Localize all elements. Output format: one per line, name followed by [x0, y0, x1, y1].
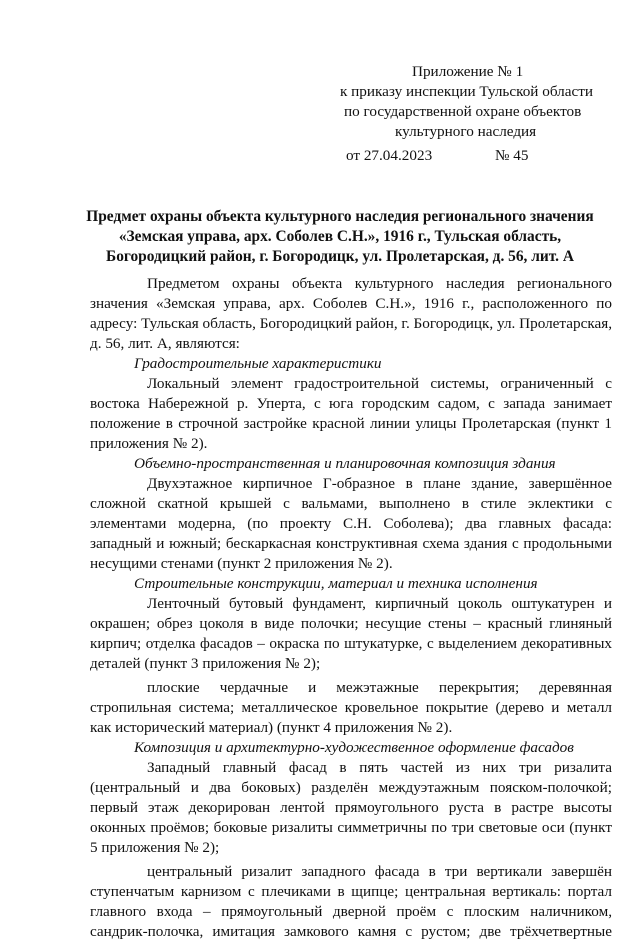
appendix-heritage-line: культурного наследия	[395, 123, 537, 140]
section-text-structures-2: плоские чердачные и межэтажные перекрытия; деревянная стропильная система; металлическое кровельное покрытие (дерево и металл как исторический материал) (пункт 4 приложения № 2).	[90, 679, 612, 736]
title-line-2: «Земская управа, арх. Соболев С.Н.», 1916 г., Тульская область,	[118, 228, 562, 245]
appendix-header	[340, 62, 593, 166]
title-line-1: Предмет охраны объекта культурного наследия регионального значения	[86, 208, 594, 225]
order-number: № 45	[495, 147, 529, 164]
intro-paragraph: Предметом охраны объекта культурного наследия регионального значения «Земская управа, арх. Соболев С.Н.», 1916 г., расположенного по адресу: Тульская область, Богородицкий район, г. Богородицк, ул. Пролетарская, д. 56, лит. А, являются:	[90, 275, 612, 352]
section-text-facades-2: центральный ризалит западного фасада в три вертикали завершён ступенчатым карнизом с плечиками в щипце; центральная вертикаль: портал главного входа – прямоугольный дверной проём с плоским наличником, сандрик-полочка, имитация замкового камня с рустом; две трёхчетвертные	[90, 863, 612, 940]
appendix-number: Приложение № 1	[412, 63, 524, 80]
section-text-urban: Локальный элемент градостроительной системы, ограниченный с востока Набережной р. Уперта, с юга городским садом, с запада занимает положение в строчной застройке красной линии улицы Пролетарская (пункт 1 приложения № 2).	[90, 375, 612, 452]
section-text-structures-1: Ленточный бутовый фундамент, кирпичный цоколь оштукатурен и окрашен; обрез цоколя в виде полочки; несущие стены – красный глиняный кирпич; отделка фасадов – окраска по штукатурке, с выделением декоративных деталей (пункт 3 приложения № 2);	[90, 595, 612, 672]
appendix-authority-line: по государственной охране объектов	[344, 103, 582, 120]
title-line-3: Богородицкий район, г. Богородицк, ул. Пролетарская, д. 56, лит. А	[106, 248, 574, 265]
section-text-composition: Двухэтажное кирпичное Г-образное в плане здание, завершённое сложной скатной крышей с вальмами, выполнено в стиле эклектики с элементами модерна, (по проекту С.Н. Соболева); два главных фасада: западный и южный; бескаркасная конструктивная схема здания с продольными несущими стенами (пункт 2 приложения № 2).	[90, 475, 612, 572]
order-date: от 27.04.2023	[346, 147, 433, 164]
section-heading-composition: Объемно-пространственная и планировочная композиция здания	[134, 455, 556, 472]
section-heading-facades: Композиция и архитектурно-художественное оформление фасадов	[134, 739, 574, 756]
document-title	[40, 207, 640, 267]
section-heading-structures: Строительные конструкции, материал и техника исполнения	[134, 575, 538, 592]
appendix-order-line: к приказу инспекции Тульской области	[340, 83, 593, 100]
section-text-facades-1: Западный главный фасад в пять частей из них три ризалита (центральный и два боковых) разделён междуэтажным пояском-полочкой; первый этаж декорирован лентой прямоугольного руста в растре высоты оконных проёмов; боковые ризалиты симметричны по три световые оси (пункт 5 приложения № 2);	[90, 759, 612, 856]
order-date-row	[340, 146, 590, 166]
section-heading-urban: Градостроительные характеристики	[134, 355, 382, 372]
document-body	[90, 274, 612, 942]
